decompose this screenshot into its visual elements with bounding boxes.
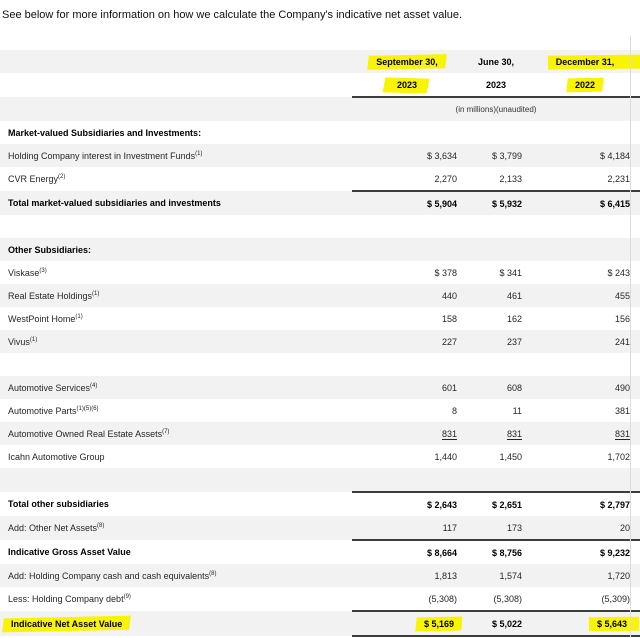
footnote-ref: (1) bbox=[29, 336, 38, 343]
value-cell: 2,231 bbox=[530, 167, 640, 191]
value-cell bbox=[530, 422, 640, 445]
value-cell: 1,813 bbox=[352, 564, 462, 587]
value-cell bbox=[462, 238, 530, 261]
footnote-ref: (1) bbox=[75, 313, 83, 320]
table-row bbox=[0, 587, 640, 611]
table-row bbox=[0, 261, 640, 284]
column-header-jun30: June 30, bbox=[462, 50, 530, 73]
value-cell: $ 5,932 bbox=[462, 191, 530, 215]
value-cell bbox=[462, 215, 530, 238]
row-label bbox=[0, 376, 352, 399]
table-row bbox=[0, 492, 640, 516]
row-label bbox=[0, 191, 352, 215]
empty-header-cell bbox=[0, 50, 352, 73]
value-cell: 162 bbox=[506, 313, 522, 324]
value-cell: 601 bbox=[352, 376, 462, 399]
footnote-ref: (4) bbox=[90, 382, 98, 389]
year-header-2022 bbox=[530, 73, 640, 97]
row-label bbox=[0, 564, 352, 587]
units-note-row bbox=[0, 97, 640, 121]
row-label bbox=[0, 215, 352, 238]
row-label-text: Holding Company interest in Investment Funds bbox=[8, 150, 196, 161]
value-cell: 20 bbox=[530, 516, 640, 540]
spacer-row bbox=[0, 353, 640, 376]
table-row bbox=[0, 564, 640, 587]
value-cell: 440 bbox=[352, 284, 462, 307]
value-cell: 156 bbox=[614, 313, 630, 324]
table-row bbox=[0, 330, 640, 353]
net-asset-value-table bbox=[0, 36, 640, 637]
value-cell bbox=[462, 468, 530, 492]
row-label bbox=[0, 353, 352, 376]
row-label-text: Viskase bbox=[8, 267, 40, 278]
row-label bbox=[0, 261, 352, 284]
value-cell: $ 4,184 bbox=[530, 144, 640, 167]
spacer-row bbox=[0, 468, 640, 492]
row-label bbox=[0, 611, 352, 636]
value-cell bbox=[352, 611, 462, 636]
row-label-text: Real Estate Holdings bbox=[8, 290, 93, 301]
row-label bbox=[0, 238, 352, 261]
row-label-text: WestPoint Home bbox=[8, 313, 76, 324]
spacer-cell bbox=[0, 36, 640, 50]
row-label-text: Total other subsidiaries bbox=[8, 499, 109, 509]
empty-header-cell bbox=[0, 73, 352, 97]
row-label-text: Market-valued Subsidiaries and Investments: bbox=[8, 127, 202, 138]
value-cell bbox=[352, 353, 462, 376]
highlight: $ 5,169 bbox=[421, 619, 457, 629]
units-note: (in millions)(unaudited) bbox=[352, 97, 640, 121]
value-cell: (5,308) bbox=[462, 587, 530, 611]
value-cell: 1,450 bbox=[499, 451, 522, 462]
row-label bbox=[0, 144, 352, 167]
value-cell: 381 bbox=[614, 405, 630, 416]
date-header-row bbox=[0, 50, 640, 73]
value-cell: 8 bbox=[451, 405, 457, 416]
row-label bbox=[0, 468, 352, 492]
value-cell: 461 bbox=[462, 284, 530, 307]
value-cell: 490 bbox=[530, 376, 640, 399]
table-row bbox=[0, 540, 640, 564]
row-label bbox=[0, 121, 352, 144]
row-label-text: Add: Other Net Assets bbox=[8, 523, 98, 533]
value-cell bbox=[462, 422, 530, 445]
value-cell: 1,720 bbox=[530, 564, 640, 587]
column-header-sep30 bbox=[352, 50, 462, 73]
value-cell: 241 bbox=[530, 330, 640, 353]
value-cell: 158 bbox=[441, 313, 457, 324]
row-label bbox=[0, 284, 352, 307]
row-label bbox=[0, 307, 352, 330]
footnote-ref: (7) bbox=[162, 428, 170, 435]
value-cell: $ 5,904 bbox=[352, 191, 462, 215]
value-cell: $ 2,651 bbox=[462, 492, 530, 516]
value-cell bbox=[462, 353, 530, 376]
row-label-text: Add: Holding Company cash and cash equivalents bbox=[8, 570, 210, 581]
page bbox=[0, 9, 640, 637]
highlight: December 31, bbox=[553, 57, 618, 67]
footnote-ref: (1) bbox=[195, 150, 203, 157]
highlight: 2023 bbox=[394, 80, 420, 90]
row-label bbox=[0, 540, 352, 564]
row-label bbox=[0, 587, 352, 611]
value-cell: 117 bbox=[352, 516, 462, 540]
value-cell: $ 8,756 bbox=[491, 547, 522, 558]
value-cell bbox=[530, 353, 640, 376]
row-label-text: Automotive Services bbox=[8, 382, 91, 393]
row-label bbox=[0, 422, 352, 445]
value-cell: 173 bbox=[462, 516, 530, 540]
table-row bbox=[0, 445, 640, 468]
value-cell: 227 bbox=[352, 330, 462, 353]
highlight: September 30, bbox=[373, 57, 441, 67]
underlined-value: 831 bbox=[441, 428, 457, 439]
value-cell bbox=[352, 422, 462, 445]
value-cell bbox=[530, 238, 640, 261]
underlined-value: 831 bbox=[506, 428, 522, 439]
row-label-text: Less: Holding Company debt bbox=[8, 594, 124, 604]
value-cell: 2,270 bbox=[352, 167, 462, 191]
row-label-text: Total market-valued subsidiaries and investments bbox=[8, 198, 221, 208]
row-label bbox=[0, 516, 352, 540]
highlight: $ 5,643 bbox=[594, 619, 630, 629]
row-label bbox=[0, 399, 352, 422]
value-cell: $ 2,797 bbox=[530, 492, 640, 516]
highlight: 2022 bbox=[572, 80, 598, 90]
intro-text: See below for more information on how we calculate the Company's indicative net asset value. bbox=[2, 9, 463, 21]
value-cell: (5,309) bbox=[530, 587, 640, 611]
value-cell: 237 bbox=[462, 330, 530, 353]
value-cell bbox=[530, 121, 640, 144]
row-label bbox=[0, 445, 352, 468]
value-cell: 1,574 bbox=[462, 564, 530, 587]
footnote-ref: (2) bbox=[58, 174, 66, 180]
value-cell bbox=[352, 121, 462, 144]
footnote-ref: (8) bbox=[209, 570, 217, 577]
value-cell bbox=[530, 215, 640, 238]
value-cell: $ 243 bbox=[607, 267, 630, 278]
table-row bbox=[0, 191, 640, 215]
table-row bbox=[0, 284, 640, 307]
table-row bbox=[0, 399, 640, 422]
year-header-2023b: 2023 bbox=[462, 73, 530, 97]
row-label-text: Automotive Owned Real Estate Assets bbox=[8, 428, 163, 439]
value-cell: $ 3,799 bbox=[462, 144, 530, 167]
table-row bbox=[0, 167, 640, 191]
table-row bbox=[0, 516, 640, 540]
value-cell: $ 8,664 bbox=[426, 547, 457, 558]
row-label bbox=[0, 330, 352, 353]
value-cell bbox=[530, 468, 640, 492]
row-label bbox=[0, 492, 352, 516]
row-label-text: Indicative Net Asset Value bbox=[11, 618, 123, 629]
nav-calculation-section bbox=[0, 36, 640, 637]
table-row bbox=[0, 307, 640, 330]
table-row bbox=[0, 144, 640, 167]
year-header-2023a bbox=[352, 73, 462, 97]
spacer-row bbox=[0, 36, 640, 50]
value-cell: 2,133 bbox=[462, 167, 530, 191]
value-cell: 11 bbox=[512, 405, 522, 416]
value-cell: $ 5,022 bbox=[462, 611, 530, 636]
table-row bbox=[0, 238, 640, 261]
value-cell: 1,702 bbox=[607, 451, 630, 462]
footnote-ref: (3) bbox=[39, 267, 47, 274]
underlined-value: 831 bbox=[614, 428, 630, 439]
value-cell: $ 341 bbox=[499, 267, 522, 278]
footnote-ref: (8) bbox=[97, 523, 105, 529]
value-cell: 455 bbox=[530, 284, 640, 307]
footnote-ref: (1) bbox=[92, 290, 100, 297]
empty-header-cell bbox=[0, 97, 352, 121]
column-header-dec31 bbox=[530, 50, 640, 73]
table-row bbox=[0, 611, 640, 636]
value-cell bbox=[530, 611, 640, 636]
value-cell: $ 6,415 bbox=[530, 191, 640, 215]
highlight bbox=[8, 619, 125, 629]
footnote-ref: (1)(5)(6) bbox=[76, 405, 99, 412]
table-row bbox=[0, 376, 640, 399]
row-label-text: Other Subsidiaries: bbox=[8, 244, 92, 255]
value-cell bbox=[462, 121, 530, 144]
row-label-text: Icahn Automotive Group bbox=[8, 451, 105, 462]
value-cell bbox=[352, 468, 462, 492]
row-label-text: Automotive Parts bbox=[8, 405, 77, 416]
table-row bbox=[0, 121, 640, 144]
spacer-row bbox=[0, 215, 640, 238]
value-cell: 1,440 bbox=[434, 451, 457, 462]
row-label-text: CVR Energy bbox=[8, 174, 59, 184]
table-row bbox=[0, 422, 640, 445]
row-label bbox=[0, 167, 352, 191]
year-header-row bbox=[0, 73, 640, 97]
row-label-text: Indicative Gross Asset Value bbox=[8, 547, 131, 557]
value-cell: $ 3,634 bbox=[352, 144, 462, 167]
value-cell: $ 9,232 bbox=[599, 547, 630, 558]
value-cell: 608 bbox=[462, 376, 530, 399]
value-cell: (5,308) bbox=[352, 587, 462, 611]
value-cell bbox=[352, 215, 462, 238]
value-cell: $ 378 bbox=[434, 267, 457, 278]
row-label-text: Vivus bbox=[8, 336, 30, 347]
value-cell bbox=[352, 238, 462, 261]
footnote-ref: (9) bbox=[123, 594, 131, 600]
value-cell: $ 2,643 bbox=[352, 492, 462, 516]
